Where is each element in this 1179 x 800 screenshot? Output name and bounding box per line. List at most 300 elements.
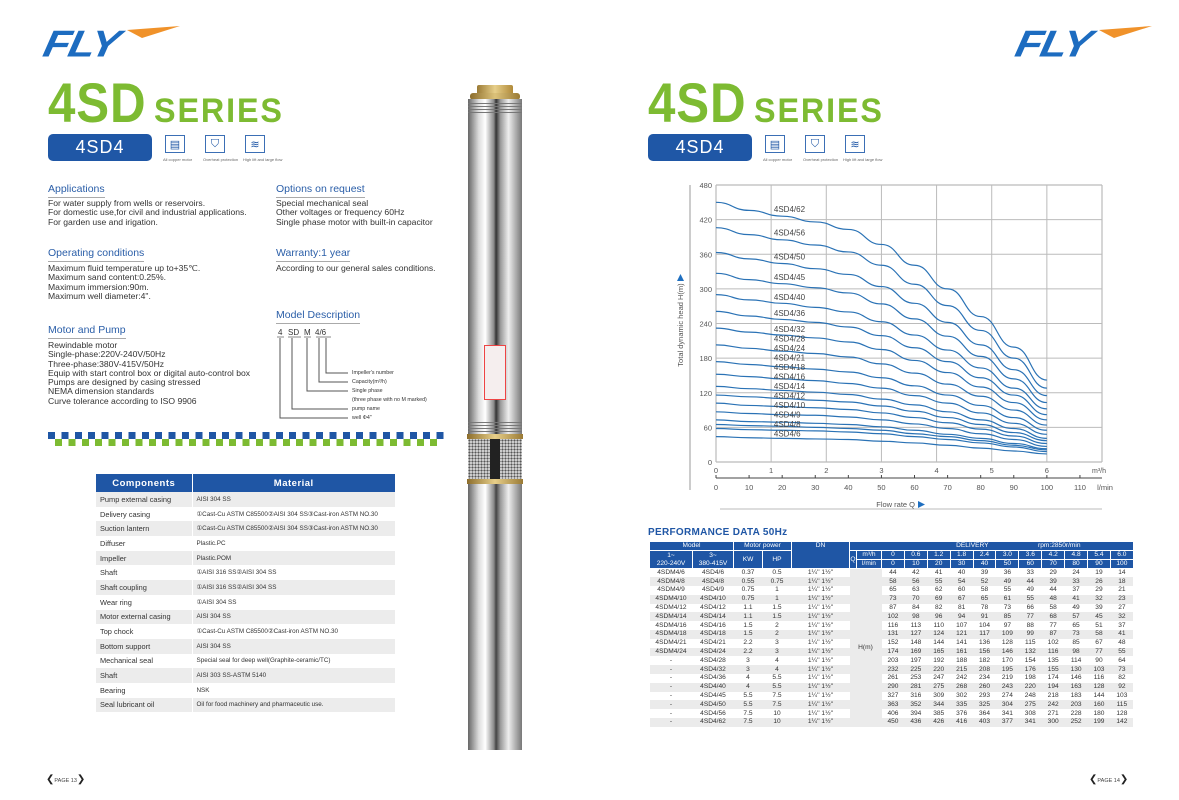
head-value: 309	[933, 691, 945, 699]
cell-m1: -	[669, 674, 673, 682]
head-value: 78	[980, 603, 989, 611]
cell-hp: 1.5	[772, 603, 782, 611]
cell-hp: 4	[763, 665, 792, 674]
head-value: 77	[1049, 621, 1057, 629]
cell-dn: 1¼'' 1½''	[807, 674, 834, 682]
head-value: 160	[1088, 700, 1111, 709]
x-tick-label: 1	[769, 466, 774, 475]
warranty-heading: Warranty:1 year	[276, 247, 350, 262]
x-tick-label: 0	[713, 466, 719, 475]
head-value: 109	[996, 630, 1019, 639]
head-value: 281	[904, 683, 927, 692]
y-tick-label: 480	[699, 181, 712, 190]
model-part: 4/6	[315, 328, 327, 337]
head-value: 304	[996, 700, 1019, 709]
head-value: 85	[996, 612, 1019, 621]
head-value: 144	[1093, 691, 1105, 699]
component-material: NSK	[192, 683, 396, 698]
performance-row	[650, 674, 1134, 683]
model-part: 4	[278, 328, 283, 337]
applications-heading: Applications	[48, 183, 105, 198]
cell-m1: 4SDM4/16	[655, 621, 687, 629]
cell-kw: 3	[734, 665, 763, 674]
flow-lmin-header: 10	[904, 560, 927, 569]
curve-label: 4SD4/36	[773, 309, 806, 319]
cell-m3: 4SD4/10	[693, 595, 734, 604]
head-value: 116	[1042, 648, 1065, 657]
head-value: 377	[996, 718, 1019, 727]
cell-m3: 4SD4/9	[702, 586, 724, 594]
cell-dn: 1¼'' 1½''	[792, 630, 850, 639]
head-value: 55	[927, 577, 950, 586]
performance-row	[650, 639, 1134, 648]
head-value: 228	[1070, 709, 1082, 717]
curve-label: 4SD4/8	[773, 420, 801, 430]
head-value: 293	[979, 691, 991, 699]
series-title: 4SD SERIES	[48, 71, 284, 134]
cell-m3: 4SD4/28	[700, 656, 726, 664]
performance-row	[650, 621, 1134, 630]
cell-dn: 1¼'' 1½''	[807, 621, 834, 629]
head-value: 65	[1072, 621, 1080, 629]
curve-label: 4SD4/9	[773, 410, 801, 420]
cell-dn: 1¼'' 1½''	[807, 656, 834, 664]
head-value: 55	[1110, 648, 1133, 657]
curve-label: 4SD4/6	[773, 429, 801, 439]
head-value: 225	[904, 665, 927, 674]
head-value: 29	[1049, 569, 1057, 576]
head-value: 64	[1118, 656, 1126, 664]
model-badge: 4SD4	[48, 134, 152, 161]
text-line: Single-phase:220V-240V/50Hz	[48, 349, 166, 360]
head-value: 44	[1049, 586, 1057, 594]
cell-m3: 4SD4/56	[700, 709, 726, 717]
cell-m3: 4SD4/40	[693, 683, 734, 692]
head-value: 57	[1065, 612, 1088, 621]
series-title-right: 4SD SERIES	[648, 71, 884, 134]
head-value: 41	[935, 569, 943, 576]
cell-hp: 0.5	[772, 569, 782, 576]
head-value: 180	[1093, 709, 1105, 717]
head-value: 302	[956, 691, 968, 699]
text-line: Curve tolerance according to ISO 9906	[48, 395, 197, 406]
component-row	[96, 668, 396, 683]
head-value: 141	[956, 639, 968, 647]
head-value: 63	[912, 586, 920, 594]
model-description-diagram	[276, 328, 456, 423]
model-part: M	[304, 328, 311, 337]
flow-m3h-header: 4.2	[1042, 551, 1065, 560]
component-material: ①AISI 316 SS②AISI 304 SS	[192, 580, 396, 595]
head-value: 247	[933, 674, 945, 682]
component-material: AISI 304 SS	[192, 639, 396, 654]
curve-label: 4SD4/16	[773, 372, 806, 382]
text-line: Maximum immersion:90m.	[48, 281, 149, 292]
head-value: 39	[980, 569, 989, 576]
x2-tick-label: 110	[1073, 483, 1086, 492]
x2-tick-label: 10	[744, 483, 754, 492]
x2-tick-label: 70	[943, 483, 952, 492]
head-value: 341	[1019, 718, 1042, 727]
flow-lmin-header: 60	[1019, 560, 1042, 569]
model-header: Model	[650, 542, 734, 551]
performance-row	[650, 612, 1134, 621]
head-value: 88	[1026, 621, 1034, 629]
component-material: ①Cast-Cu ASTM C85500②Cast-iron ASTM NO.30	[192, 624, 396, 639]
component-name: Wear ring	[96, 595, 192, 610]
flow-lmin-header: 80	[1065, 560, 1088, 569]
cell-m1: -	[669, 656, 673, 664]
cell-kw: 1.5	[734, 630, 763, 639]
head-value: 29	[1095, 586, 1103, 594]
head-value: 174	[1047, 674, 1059, 682]
head-value: 344	[927, 700, 950, 709]
head-value: 194	[1042, 683, 1065, 692]
delivery-header: DELIVERY rpm:2850r/min	[850, 542, 1134, 551]
head-value: 113	[910, 621, 922, 629]
head-value: 203	[887, 656, 899, 664]
head-value: 45	[1088, 612, 1111, 621]
head-value: 199	[1088, 718, 1111, 727]
cell-kw: 4	[734, 683, 763, 692]
component-material: AISI 304 SS	[192, 492, 396, 507]
q-header: Q	[850, 551, 857, 569]
cell-dn: 1¼'' 1½''	[792, 648, 850, 657]
head-value: 220	[1019, 683, 1042, 692]
performance-row	[650, 718, 1134, 727]
head-value: 87	[889, 603, 897, 611]
cell-dn: 1¼'' 1½''	[792, 595, 850, 604]
component-row	[96, 595, 396, 610]
cell-m3: 4SD4/8	[693, 577, 734, 586]
head-value: 24	[1072, 569, 1080, 576]
cell-dn: 1¼'' 1½''	[807, 603, 834, 611]
head-value: 42	[912, 569, 920, 576]
feature-label: All copper motor	[763, 157, 793, 162]
head-value: 268	[950, 683, 973, 692]
head-value: 131	[882, 630, 905, 639]
head-value: 26	[1088, 577, 1111, 586]
head-value: 406	[887, 709, 899, 717]
head-value: 234	[979, 674, 991, 682]
head-value: 220	[927, 665, 950, 674]
cell-hp: 10	[763, 718, 792, 727]
text-line: Equip with start control box or digital auto-control box	[48, 367, 251, 378]
head-value: 77	[1088, 648, 1111, 657]
head-value: 327	[887, 691, 899, 699]
x-tick-label: 3	[879, 466, 884, 475]
model-desc-label: (three phase with no M marked)	[352, 397, 427, 403]
cell-hp: 5.5	[772, 674, 782, 682]
head-value: 363	[882, 700, 905, 709]
head-value: 61	[996, 595, 1019, 604]
component-row	[96, 654, 396, 669]
feature-label: All copper motor	[163, 157, 193, 162]
x-axis-title: Flow rate Q	[876, 500, 915, 509]
text-line: Maximum sand content:0.25%.	[48, 272, 166, 283]
cell-m3: 4SD4/21	[700, 639, 726, 647]
head-value: 36	[1003, 569, 1012, 576]
head-value: 156	[973, 648, 996, 657]
brand-logo: FLY	[42, 24, 182, 64]
performance-row	[650, 569, 1134, 578]
head-value: 37	[1118, 621, 1126, 629]
y-tick-label: 300	[699, 284, 712, 294]
head-value: 450	[882, 718, 905, 727]
cell-m1: -	[650, 718, 693, 727]
head-value: 65	[889, 586, 897, 594]
motor-power-header: Motor power	[734, 542, 792, 551]
head-value: 52	[973, 577, 996, 586]
flow-m3h-header: 4.8	[1065, 551, 1088, 560]
head-value: 163	[1065, 683, 1088, 692]
head-value: 154	[1024, 656, 1036, 664]
head-value: 208	[973, 665, 996, 674]
head-value: 49	[996, 577, 1019, 586]
lmin-header: l/min	[857, 560, 882, 569]
component-name: Mechanical seal	[96, 654, 192, 669]
head-value: 121	[950, 630, 973, 639]
component-name: Impeller	[96, 551, 192, 566]
cell-dn: 1¼'' 1½''	[792, 612, 850, 621]
flow-lmin-header: 20	[927, 560, 950, 569]
head-value: 146	[996, 648, 1019, 657]
head-value: 242	[956, 674, 968, 682]
model-desc-label: Single phase	[352, 388, 383, 394]
head-value: 51	[1095, 621, 1103, 629]
head-value: 110	[933, 621, 944, 629]
component-name: Diffuser	[96, 536, 192, 551]
head-value: 33	[1065, 577, 1088, 586]
head-value: 115	[1110, 700, 1133, 709]
model-desc-label: Capacity(m³/h)	[352, 379, 387, 385]
head-value: 385	[933, 709, 945, 717]
x-tick-label: 4	[934, 466, 939, 475]
page-number-left: ❮PAGE 13❯	[46, 774, 86, 785]
cell-hp: 5.5	[763, 683, 792, 692]
text-line: According to our general sales conditions.	[276, 263, 436, 273]
motor-heading: Motor and Pump	[48, 324, 126, 339]
cell-m1: -	[650, 683, 693, 692]
head-value: 90	[1095, 656, 1103, 664]
head-value: 14	[1118, 569, 1126, 576]
head-value: 39	[1095, 603, 1103, 611]
text-line: Single phase motor with built-in capacitor	[276, 216, 433, 227]
head-value: 32	[1110, 612, 1133, 621]
head-value: 107	[956, 621, 968, 629]
head-value: 98	[1065, 648, 1088, 657]
head-value: 96	[927, 612, 950, 621]
cell-hp: 2	[763, 630, 792, 639]
model-desc-label: Impeller's number	[352, 370, 394, 376]
head-value: 114	[1070, 656, 1082, 664]
component-name: Shaft coupling	[96, 580, 192, 595]
performance-curve-chart	[660, 175, 1140, 515]
component-material: ①AISI 304 SS	[192, 595, 396, 610]
head-value: 316	[910, 691, 922, 699]
head-value: 21	[1118, 586, 1126, 594]
cell-hp: 3	[763, 648, 792, 657]
text-line: Pumps are designed by casing stressed	[48, 377, 201, 388]
flow-m3h-header: 3.0	[996, 551, 1019, 560]
performance-row	[650, 630, 1134, 639]
component-material: ①Cast-Cu ASTM C85500②AISI 304 SS③Cast-iron ASTM NO.30	[192, 507, 396, 522]
cell-hp: 10	[773, 709, 781, 717]
head-value: 146	[1070, 674, 1082, 682]
head-value: 132	[1019, 648, 1042, 657]
y-tick-label: 180	[699, 354, 712, 364]
head-value: 44	[1019, 577, 1042, 586]
cell-dn: 1¼'' 1½''	[792, 577, 850, 586]
component-row	[96, 492, 396, 507]
x2-tick-label: 100	[1040, 483, 1054, 492]
component-name: Shaft	[96, 565, 192, 580]
head-value: 161	[950, 648, 973, 657]
head-value: 99	[1019, 630, 1042, 639]
head-value: 275	[1019, 700, 1042, 709]
head-value: 60	[957, 586, 966, 594]
cell-dn: 1¼'' 1½''	[792, 700, 850, 709]
component-material: Special seal for deep well(Graphite-ceramic/TC)	[192, 654, 396, 669]
text-line: For garden use and irigation.	[48, 216, 158, 227]
x2-tick-label: 40	[844, 483, 853, 492]
head-value: 248	[1024, 691, 1036, 699]
head-value: 275	[927, 683, 950, 692]
component-row	[96, 639, 396, 654]
cell-m1: 4SDM4/9	[657, 586, 685, 594]
head-value: 403	[973, 718, 996, 727]
overheat-shield-icon: ⛉	[205, 135, 225, 153]
head-value: 219	[1001, 674, 1013, 682]
text-line: NEMA dimension standards	[48, 386, 155, 397]
head-value: 174	[882, 648, 905, 657]
head-value: 44	[889, 569, 897, 576]
head-value: 102	[882, 612, 905, 621]
head-value: 195	[996, 665, 1019, 674]
component-material: AISI 304 SS	[192, 610, 396, 625]
curve-label: 4SD4/50	[773, 252, 806, 262]
head-value: 115	[1025, 639, 1036, 647]
head-value: 48	[1118, 639, 1126, 647]
x2-tick-label: 60	[910, 483, 919, 492]
head-value: 218	[1047, 691, 1059, 699]
head-value: 58	[1049, 603, 1057, 611]
head-value: 103	[1088, 665, 1111, 674]
performance-title: PERFORMANCE DATA 50Hz	[648, 527, 788, 538]
cell-hp: 1.5	[763, 612, 792, 621]
head-value: 274	[1001, 691, 1013, 699]
curve-label: 4SD4/12	[773, 391, 806, 401]
performance-row	[650, 648, 1134, 657]
cell-dn: 1¼'' 1½''	[807, 639, 834, 647]
text-line: Three-phase:380V-415V/50Hz	[48, 358, 165, 369]
head-value: 62	[935, 586, 943, 594]
cell-kw: 2.2	[743, 639, 753, 647]
component-name: Pump external casing	[96, 492, 192, 507]
head-value: 41	[1110, 630, 1133, 639]
text-line: Rewindable motor	[48, 340, 118, 350]
cell-hp: 4	[775, 656, 779, 664]
head-value: 182	[979, 656, 991, 664]
component-material: ①Cast-Cu ASTM C85500②AISI 304 SS③Cast-iron ASTM NO.30	[192, 521, 396, 536]
head-value: 98	[904, 612, 927, 621]
copper-motor-icon: ▤	[165, 135, 185, 153]
cell-dn: 1¼'' 1½''	[792, 665, 850, 674]
page-number-right: ❮PAGE 14❯	[1089, 774, 1129, 785]
operating-heading: Operating conditions	[48, 247, 144, 262]
cell-m1: 4SDM4/6	[657, 569, 685, 576]
kw-header: KW	[734, 551, 763, 569]
head-value: 68	[1042, 612, 1065, 621]
head-value: 66	[1026, 603, 1034, 611]
head-value: 116	[887, 621, 899, 629]
x-unit-label: m³/h	[1092, 468, 1106, 475]
cell-dn: 1¼'' 1½''	[807, 691, 834, 699]
head-value: 70	[904, 595, 927, 604]
flow-lmin-header: 90	[1088, 560, 1111, 569]
flow-m3h-header: 1.8	[950, 551, 973, 560]
head-value: 341	[1001, 709, 1013, 717]
head-value: 260	[973, 683, 996, 692]
head-value: 48	[1042, 595, 1065, 604]
head-value: 19	[1095, 569, 1103, 576]
component-row	[96, 698, 396, 713]
head-value: 165	[927, 648, 950, 657]
head-value: 252	[1065, 718, 1088, 727]
head-value: 85	[1072, 639, 1080, 647]
performance-row	[650, 709, 1134, 718]
dn-header: DN	[792, 542, 850, 569]
head-value: 40	[957, 569, 966, 576]
text-line: Special mechanical seal	[276, 198, 369, 208]
head-value: 94	[950, 612, 973, 621]
head-value: 37	[1072, 586, 1080, 594]
head-value: 183	[1070, 691, 1082, 699]
cell-m3: 4SD4/50	[693, 700, 734, 709]
performance-row	[650, 586, 1134, 595]
cell-m1: 4SDM4/8	[650, 577, 693, 586]
head-unit-label: H(m)	[850, 569, 882, 727]
head-value: 261	[887, 674, 899, 682]
head-value: 54	[950, 577, 973, 586]
performance-row	[650, 683, 1134, 692]
operating-text	[48, 264, 200, 301]
arrow-right-icon	[918, 501, 925, 508]
y-tick-label: 240	[699, 319, 712, 329]
head-value: 49	[1026, 586, 1034, 594]
head-value: 32	[1088, 595, 1111, 604]
curve-label: 4SD4/32	[773, 325, 806, 335]
single-phase-header: 1~ 220-240V	[650, 551, 693, 569]
head-value: 82	[935, 603, 943, 611]
flow-lmin-header: 70	[1042, 560, 1065, 569]
performance-row	[650, 665, 1134, 674]
pump-product-image	[462, 85, 528, 750]
head-value: 155	[1042, 665, 1065, 674]
head-value: 197	[910, 656, 922, 664]
text-line: For water supply from wells or reservoirs.	[48, 198, 206, 208]
cell-m3: 4SD4/6	[702, 569, 724, 576]
curve-label: 4SD4/62	[773, 204, 806, 214]
cell-m3: 4SD4/14	[693, 612, 734, 621]
performance-row	[650, 577, 1134, 586]
feature-label: High lift and large flow	[843, 157, 883, 162]
cell-m3: 4SD4/18	[693, 630, 734, 639]
head-value: 376	[956, 709, 968, 717]
flow-m3h-header: 0.6	[904, 551, 927, 560]
head-value: 352	[904, 700, 927, 709]
head-value: 130	[1065, 665, 1088, 674]
